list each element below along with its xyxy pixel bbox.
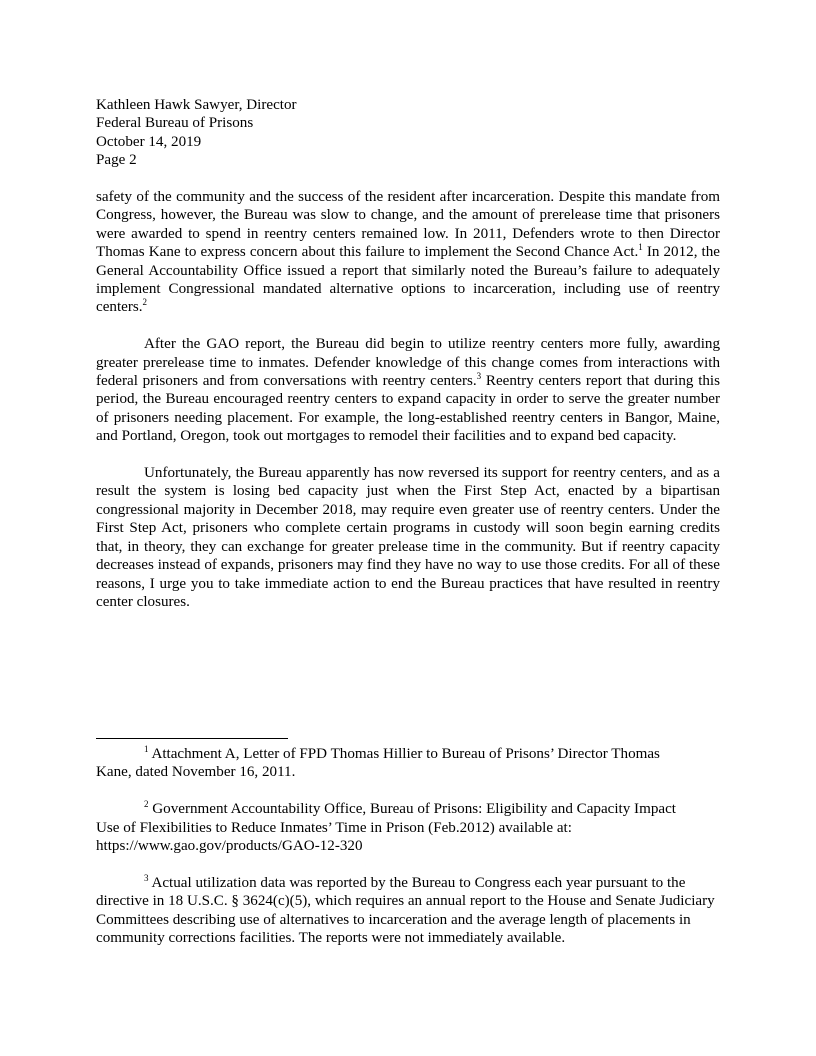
footnote-1-first-line: [96, 745, 720, 763]
footnote-ref-3[interactable]: 3: [476, 371, 482, 382]
footnote-3-text: Actual utilization data was reported by the Bureau to Congress each year pursuant to the: [148, 874, 686, 891]
footnote-1: [96, 745, 720, 782]
footnote-2-url[interactable]: https://www.gao.gov/products/GAO-12-320: [96, 838, 363, 855]
letter-header: [96, 96, 736, 170]
footnote-1-number: 1: [144, 744, 149, 754]
footnote-3-number: 3: [144, 872, 149, 883]
footnotes: [96, 745, 720, 966]
footnote-2: [96, 800, 720, 855]
footnote-1-continuation: Kane, dated November 16, 2011.: [96, 764, 296, 781]
letter-body: [96, 188, 720, 630]
paragraph-2-text-a: After the GAO report, the Bureau did begin to utilize reentry centers more fully, awarding greater prerelease time to inmates. Defender knowledge of this change comes from interactions with federal prisoners and from conversations with reentry centers.: [96, 336, 720, 390]
page-number: Page 2: [96, 152, 137, 169]
recipient-organization: Federal Bureau of Prisons: [96, 115, 254, 132]
footnote-ref-1[interactable]: 1: [638, 242, 643, 253]
paragraph-1-text-a: safety of the community and the success of the resident after incarceration. Despite this mandate from Congress, however, the Bureau was slow to change, and the amount of prerelease time that prisoners were awarded to spend in reentry centers remained low. In 2011, Defenders wrote to then Director Thomas Kane to express concern about this failure to implement the Second Chance Act.: [96, 189, 720, 261]
letter-date: October 14, 2019: [96, 133, 202, 150]
footnote-3-continuation: directive in 18 U.S.C. § 3624(c)(5), which requires an annual report to the House and Senate Judiciary Committees describing use of alternatives to incarceration and the average length of placements in community corrections facilities. The reports were not immediately available.: [96, 893, 715, 947]
footnote-3: [96, 874, 720, 948]
footnote-2-first-line: [96, 800, 720, 818]
footnote-2-continuation: Use of Flexibilities to Reduce Inmates’ Time in Prison (Feb.2012) available at:: [96, 819, 572, 836]
body-paragraph-2: [96, 335, 720, 445]
footnote-ref-2[interactable]: 2: [142, 297, 148, 308]
body-paragraph-1: [96, 188, 720, 317]
footnote-separator: [96, 738, 288, 739]
footnote-3-first-line: [96, 874, 720, 892]
body-paragraph-3: Unfortunately, the Bureau apparently has now reversed its support for reentry centers, and as a result the system is losing bed capacity just when the First Step Act, enacted by a bipartisan congressional majority in December 2018, may require even greater use of reentry centers. Under the First Step Act, prisoners who complete certain programs in custody will soon begin earning credits that, in theory, they can exchange for greater prelease time in the community. But if reentry capacity decreases instead of expands, prisoners may find they have no way to use those credits. For all of these reasons, I urge you to take immediate action to end the Bureau practices that have resulted in reentry center closures.: [96, 465, 720, 610]
paragraph-2-text-b: Reentry centers report that during this period, the Bureau encouraged reentry centers to expand capacity in order to serve the greater number of prisoners needing placement. For example, the long-established reentry centers in Bangor, Maine, and Portland, Oregon, took out mortgages to remodel their facilities and to expand bed capacity.: [96, 373, 720, 445]
recipient-name: Kathleen Hawk Sawyer, Director: [96, 97, 297, 113]
paragraph-1-text-b: In 2012, the General Accountability Office issued a report that similarly noted the Bureau’s failure to adequately implement Congressional mandated alternative options to incarceration, including use of reentry centers.: [96, 244, 721, 316]
footnote-1-text: Attachment A, Letter of FPD Thomas Hillier to Bureau of Prisons’ Director Thomas: [148, 746, 660, 762]
footnote-2-number: 2: [144, 799, 149, 810]
footnote-2-text: Government Accountability Office, Bureau of Prisons: Eligibility and Capacity Impact: [148, 801, 676, 818]
